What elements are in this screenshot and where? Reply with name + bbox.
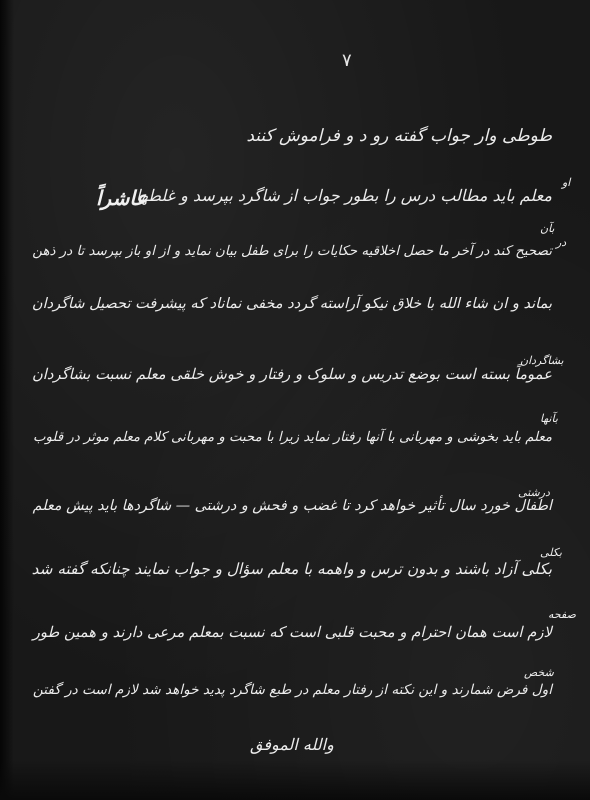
text-line-3: تصحیح کند در آخر ما حصل اخلاقیه حکایات را برای طفل بیان نماید و از او باز بپرسد تا در ذهن bbox=[32, 244, 552, 259]
text-line-9: لازم است همان احترام و محبت قلبی است که نسبت بمعلم مرعی دارند و همین طور bbox=[32, 624, 552, 641]
margin-note-6: درشتی bbox=[518, 486, 550, 499]
section-heading: عاشراً bbox=[96, 186, 148, 210]
margin-note-3: بآن bbox=[540, 222, 555, 235]
closing-phrase: والله الموفق bbox=[250, 735, 334, 754]
text-line-1: طوطی وار جواب گفته رو د و فراموش کنند bbox=[246, 126, 552, 146]
text-line-6: معلم باید بخوشی و مهربانی با آنها رفتار نماید زیرا با محبت و مهربانی کلام معلم موثر در قلوب bbox=[33, 430, 552, 445]
text-line-8: بکلی آزاد باشند و بدون ترس و واهمه با معلم سؤال و جواب نمایند چنانکه گفته شد bbox=[31, 560, 552, 578]
text-line-7: اطفال خورد سال تأثیر خواهد کرد تا غضب و فحش و درشتی — شاگردها باید پیش معلم bbox=[32, 498, 552, 514]
text-line-2: معلم باید مطالب درس را بطور جواب از شاگرد بپرسد و غلطها bbox=[135, 186, 552, 205]
margin-note-4: بشاگردان bbox=[520, 354, 564, 367]
page-number-mark: ۷ bbox=[342, 50, 352, 71]
text-line-4: بماند و ان شاء الله با خلاق نیکو آراسته گردد مخفی نماناد که پیشرفت تحصیل شاگردان bbox=[31, 296, 552, 312]
margin-note-8: صفحه bbox=[548, 608, 576, 621]
page-shadow-left bbox=[0, 0, 14, 800]
margin-note-9: شخص bbox=[524, 666, 554, 679]
page-shadow-bottom bbox=[0, 760, 590, 800]
margin-note-5: بآنها bbox=[540, 412, 558, 425]
text-line-5: عموماً بسته است بوضع تدریس و سلوک و رفتار و خوش خلقی معلم نسبت بشاگردان bbox=[31, 366, 552, 383]
text-line-10: اول فرض شمارند و این نکته از رفتار معلم در طبع شاگرد پدید خواهد شد لازم است در گفتن bbox=[32, 682, 552, 698]
margin-note-1: او bbox=[562, 176, 571, 189]
margin-note-7: بکلی bbox=[540, 546, 562, 559]
margin-note-2: در bbox=[556, 236, 567, 249]
